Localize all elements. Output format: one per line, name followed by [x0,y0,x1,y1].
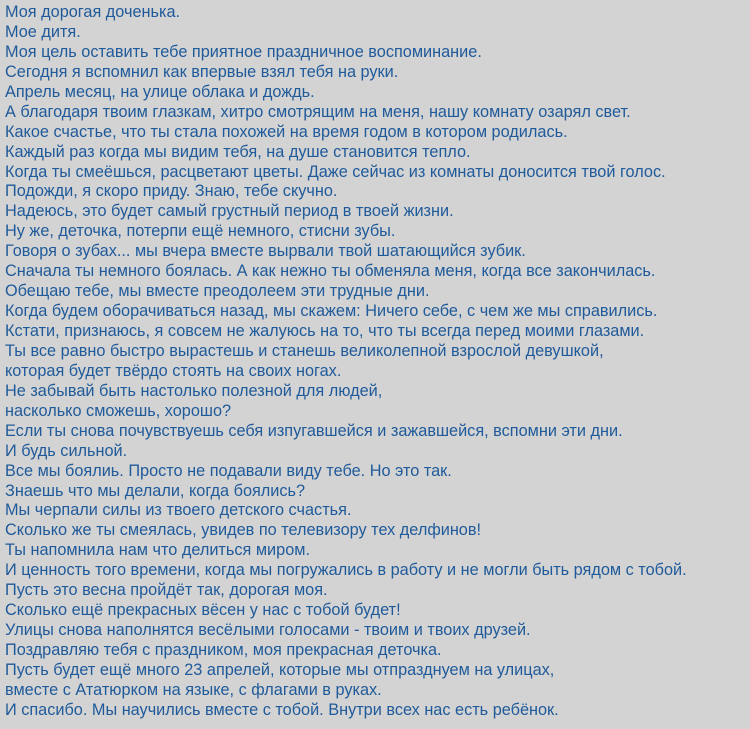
letter-line: Улицы снова наполнятся весёлыми голосами - твоим и твоих друзей. [5,621,531,640]
letter-line: Ну же, деточка, потерпи ещё немного, стисни зубы. [5,222,396,241]
letter-line: Кстати, признаюсь, я совсем не жалуюсь на то, что ты всегда перед моими глазами. [5,322,645,340]
letter-line: Обещаю тебе, мы вместе преодолеем эти трудные дни. [5,282,430,301]
letter-line: Если ты снова почувствуешь себя изпугавшейся и зажавшейся, вспомни эти дни. [5,421,623,440]
letter-line: Сколько же ты смеялась, увидев по телевизору тех делфинов! [5,521,482,540]
letter-line: насколько сможешь, хорошо? [5,401,232,420]
letter-line: Моя дорогая доченька. [5,3,181,21]
letter-line: Апрель месяц, на улице облака и дождь. [5,82,315,101]
letter-line: И ценность того времени, когда мы погружались в работу и не могли быть рядом с тобой. [5,561,687,580]
letter-line: И будь сильной. [5,441,128,460]
letter-line: Мое дитя. [5,22,81,41]
letter-line: Сегодня я вспомнил как впервые взял тебя на руки. [5,62,399,81]
letter-line: Пусть это весна пройдёт так, дорогая моя. [5,581,328,600]
letter-line: вместе с Ататюрком на языке, с флагами в руках. [5,680,382,699]
letter-line: Каждый раз когда мы видим тебя, на душе становится тепло. [5,142,471,161]
letter-line: Моя цель оставить тебе приятное праздничное воспоминание. [5,42,482,61]
letter-line: Пусть будет ещё много 23 апрелей, которые мы отпразднуем на улицах, [5,660,555,679]
letter-line: Когда ты смеёшься, расцветают цветы. Даже сейчас из комнаты доносится твой голос. [5,162,666,181]
letter-line: А благодаря твоим глазкам, хитро смотрящим на меня, нашу комнату озарял свет. [5,102,631,121]
letter-line: которая будет твёрдо стоять на своих ногах. [5,361,342,380]
letter-line: Надеюсь, это будет самый грустный период в твоей жизни. [5,202,454,221]
letter-line: Говоря о зубах... мы вчера вместе вырвали твой шатающийся зубик. [5,242,526,261]
letter-line: Ты напомнила нам что делиться миром. [5,541,310,560]
letter-line: Когда будем оборачиваться назад, мы скажем: Ничего себе, с чем же мы справились. [5,302,658,321]
letter-text [5,3,750,721]
letter-line: Ты все равно быстро вырастешь и станешь великолепной взрослой девушкой, [5,341,604,360]
letter-line: Сначала ты немного боялась. А как нежно ты обменяла меня, когда все закончилась. [5,262,656,281]
letter-line: Не забывай быть настолько полезной для людей, [5,381,383,400]
letter-line: И спасибо. Мы научились вместе с тобой. Внутри всех нас есть ребёнок. [5,700,559,719]
letter-line: Мы черпали силы из твоего детского счастья. [5,501,352,520]
letter-line: Подожди, я скоро приду. Знаю, тебе скучно. [5,182,338,201]
letter-line: Поздравляю тебя с праздником, моя прекрасная деточка. [5,641,442,659]
letter-line: Сколько ещё прекрасных вёсен у нас с тобой будет! [5,601,401,620]
letter-line: Все мы боялиь. Просто не подавали виду тебе. Но это так. [5,461,452,480]
letter-line: Знаешь что мы делали, когда боялись? [5,481,306,500]
letter-line: Какое счастье, что ты стала похожей на время годом в котором родилась. [5,122,568,141]
